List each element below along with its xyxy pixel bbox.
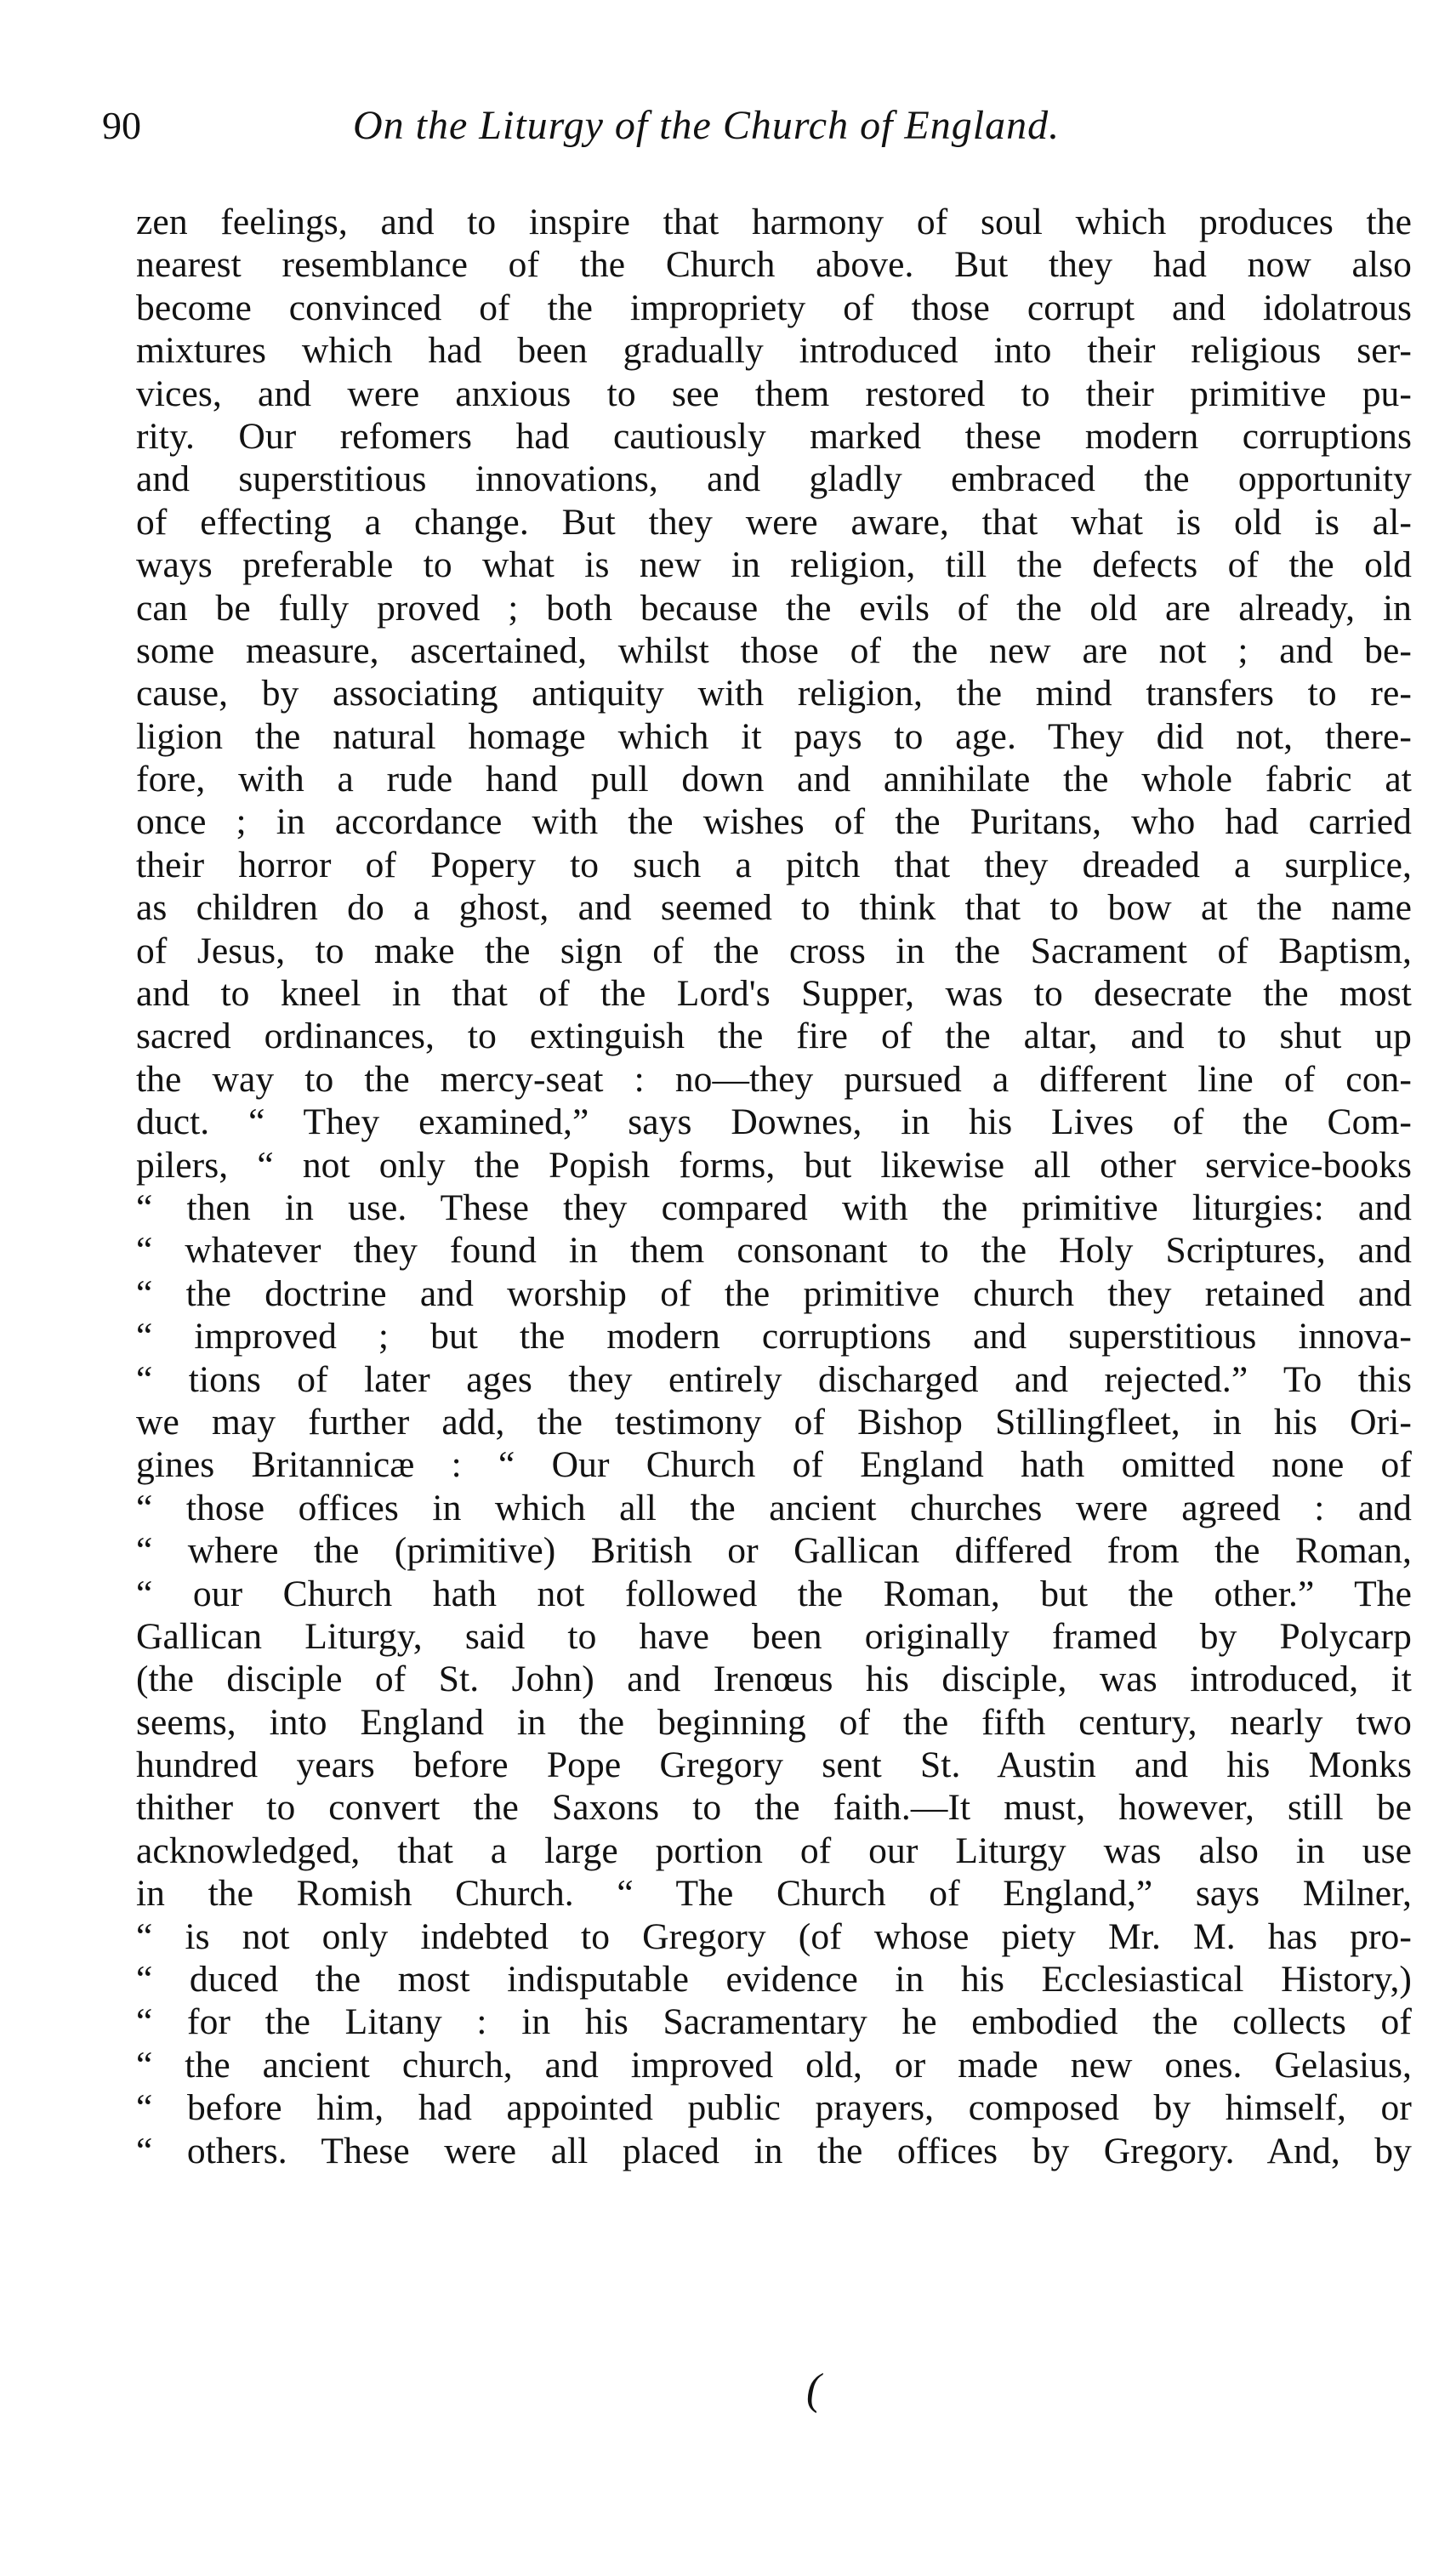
text-line: ligion the natural homage which it pays to age. They did not, there- xyxy=(136,715,1412,757)
text-line: their horror of Popery to such a pitch that they dreaded a surplice, xyxy=(136,844,1412,885)
text-line: we may further add, the testimony of Bishop Stillingfleet, in his Ori- xyxy=(136,1401,1412,1443)
catch-mark: ( xyxy=(806,2365,822,2414)
text-line: can be fully proved ; both because the evils of the old are already, in xyxy=(136,587,1412,629)
text-line: vices, and were anxious to see them restored to their primitive pu- xyxy=(136,373,1412,414)
text-line: and superstitious innovations, and gladly embraced the opportunity xyxy=(136,458,1412,500)
text-line: seems, into England in the beginning of the fifth century, nearly two xyxy=(136,1701,1412,1743)
text-line: once ; in accordance with the wishes of the Puritans, who had carried xyxy=(136,801,1412,843)
text-line: some measure, ascertained, whilst those of the new are not ; and be- xyxy=(136,629,1412,671)
text-line: “ improved ; but the modern corruptions and superstitious innova- xyxy=(136,1316,1412,1357)
text-line: acknowledged, that a large portion of our Liturgy was also in use xyxy=(136,1830,1412,1871)
text-line: sacred ordinances, to extinguish the fire of the altar, and to shut up xyxy=(136,1016,1412,1057)
text-line: “ then in use. These they compared with the primitive liturgies: and xyxy=(136,1187,1412,1228)
text-line: gines Britannicæ : “ Our Church of England hath omitted none of xyxy=(136,1444,1412,1486)
text-line: pilers, “ not only the Popish forms, but likewise all other service-books xyxy=(136,1144,1412,1186)
text-line: mixtures which had been gradually introduced into their religious ser- xyxy=(136,330,1412,372)
page-number: 90 xyxy=(102,104,141,147)
text-line: and to kneel in that of the Lord's Supper, was to desecrate the most xyxy=(136,973,1412,1015)
page-header xyxy=(102,100,1140,160)
text-line: “ our Church hath not followed the Roman, but the other.” The xyxy=(136,1573,1412,1614)
text-line: of effecting a change. But they were aware, that what is old is al- xyxy=(136,501,1412,543)
text-line: “ is not only indebted to Gregory (of whose piety Mr. M. has pro- xyxy=(136,1915,1412,1957)
text-line: “ for the Litany : in his Sacramentary he embodied the collects of xyxy=(136,2001,1412,2043)
text-line: thither to convert the Saxons to the faith.—It must, however, still be xyxy=(136,1787,1412,1829)
text-line: “ the doctrine and worship of the primitive church they retained and xyxy=(136,1272,1412,1314)
text-line: fore, with a rude hand pull down and annihilate the whole fabric at xyxy=(136,759,1412,800)
text-line: “ where the (primitive) British or Gallican differed from the Roman, xyxy=(136,1530,1412,1572)
text-line: duct. “ They examined,” says Downes, in his Lives of the Com- xyxy=(136,1101,1412,1143)
text-line: “ those offices in which all the ancient churches were agreed : and xyxy=(136,1487,1412,1528)
text-line: of Jesus, to make the sign of the cross in the Sacrament of Baptism, xyxy=(136,930,1412,971)
text-line: cause, by associating antiquity with religion, the mind transfers to re- xyxy=(136,673,1412,714)
text-line: “ duced the most indisputable evidence in his Ecclesiastical History,) xyxy=(136,1959,1412,2000)
text-line: nearest resemblance of the Church above. But they had now also xyxy=(136,244,1412,286)
text-line: the way to the mercy-seat : no—they pursued a different line of con- xyxy=(136,1058,1412,1100)
text-line: ways preferable to what is new in religion, till the defects of the old xyxy=(136,544,1412,586)
text-line: in the Romish Church. “ The Church of England,” says Milner, xyxy=(136,1873,1412,1915)
text-line: rity. Our refomers had cautiously marked these modern corruptions xyxy=(136,415,1412,457)
text-line: zen feelings, and to inspire that harmony of soul which produces the xyxy=(136,202,1412,242)
body-text xyxy=(136,201,1412,2172)
text-line: “ the ancient church, and improved old, or made new ones. Gelasius, xyxy=(136,2044,1412,2086)
text-line: Gallican Liturgy, said to have been originally framed by Polycarp xyxy=(136,1615,1412,1657)
text-line: “ whatever they found in them consonant to the Holy Scriptures, and xyxy=(136,1230,1412,1272)
text-line: as children do a ghost, and seemed to think that to bow at the name xyxy=(136,887,1412,929)
text-line: “ others. These were all placed in the offices by Gregory. And, by xyxy=(136,2130,1412,2171)
text-line: “ tions of later ages they entirely discharged and rejected.” To this xyxy=(136,1358,1412,1400)
text-line: hundred years before Pope Gregory sent St. Austin and his Monks xyxy=(136,1744,1412,1786)
text-line: “ before him, had appointed public prayers, composed by himself, or xyxy=(136,2087,1412,2129)
text-line: (the disciple of St. John) and Irenœus his disciple, was introduced, it xyxy=(136,1659,1412,1700)
text-line: become convinced of the impropriety of those corrupt and idolatrous xyxy=(136,287,1412,328)
running-head: On the Liturgy of the Church of England. xyxy=(353,103,1061,148)
